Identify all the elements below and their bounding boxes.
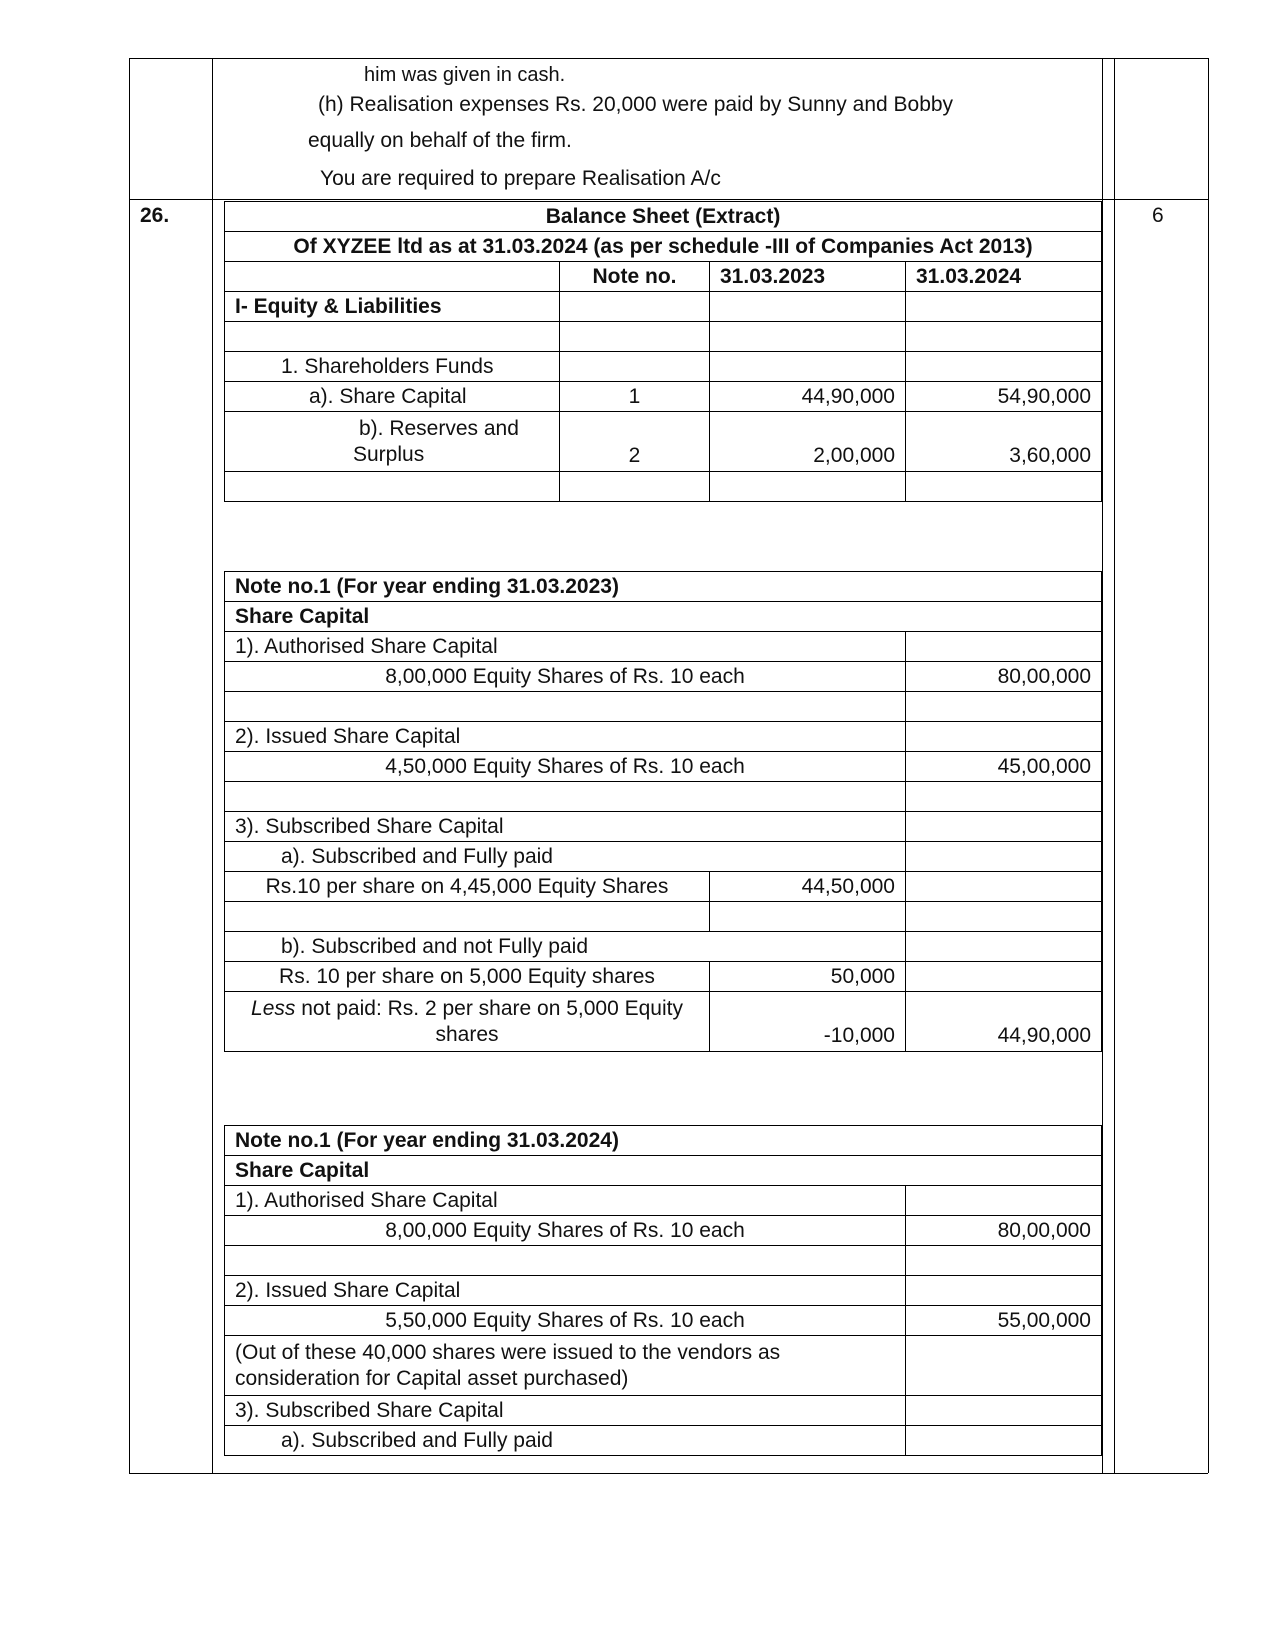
note-2024-title: Note no.1 (For year ending 31.03.2024) bbox=[225, 1126, 1102, 1156]
note-2023-less-desc bbox=[225, 992, 710, 1052]
note-2024-subscribed-label: 3). Subscribed Share Capital bbox=[225, 1396, 906, 1426]
note-2023-less-rest: not paid: Rs. 2 per share on 5,000 Equity bbox=[295, 996, 683, 1020]
row-reserves-label bbox=[225, 412, 560, 472]
balance-sheet-title: Balance Sheet (Extract) bbox=[225, 202, 1102, 232]
outer-bottom-border bbox=[129, 1473, 1208, 1474]
note-2023-less-amt: -10,000 bbox=[710, 992, 906, 1052]
row-share-capital-2024: 54,90,000 bbox=[906, 382, 1102, 412]
row-share-capital-note: 1 bbox=[560, 382, 710, 412]
note-2024-authorised-label: 1). Authorised Share Capital bbox=[225, 1186, 906, 1216]
intro-line-2: (h) Realisation expenses Rs. 20,000 were paid by Sunny and Bobby bbox=[318, 93, 954, 116]
note-2024-table bbox=[224, 1125, 1102, 1456]
row-reserves-2024: 3,60,000 bbox=[906, 412, 1102, 472]
balance-sheet-subtitle: Of XYZEE ltd as at 31.03.2024 (as per schedule -III of Companies Act 2013) bbox=[225, 232, 1102, 262]
note-2023-fully-paid-desc: Rs.10 per share on 4,45,000 Equity Shares bbox=[225, 872, 710, 902]
row-share-capital-2023: 44,90,000 bbox=[710, 382, 906, 412]
group-shareholders-funds: 1. Shareholders Funds bbox=[225, 352, 560, 382]
row-share-capital-label: a). Share Capital bbox=[225, 382, 560, 412]
intro-line-1: him was given in cash. bbox=[364, 64, 566, 86]
marks-column-divider-a bbox=[1114, 58, 1115, 1473]
note-2024-authorised-amt: 80,00,000 bbox=[906, 1216, 1102, 1246]
table-row bbox=[225, 382, 1102, 412]
note-2024-vendor-line2: consideration for Capital asset purchased) bbox=[235, 1366, 629, 1390]
note-2024-issued-desc: 5,50,000 Equity Shares of Rs. 10 each bbox=[225, 1306, 906, 1336]
section-equity-liabilities: I- Equity & Liabilities bbox=[225, 292, 560, 322]
note-2023-subscribed-label: 3). Subscribed Share Capital bbox=[225, 812, 906, 842]
intro-line-4: You are required to prepare Realisation A/c bbox=[320, 167, 721, 190]
note-2023-less-line1 bbox=[235, 996, 699, 1022]
note-2023-issued-amt: 45,00,000 bbox=[906, 752, 1102, 782]
note-2023-fully-paid-amt: 44,50,000 bbox=[710, 872, 906, 902]
note-2023-authorised-label: 1). Authorised Share Capital bbox=[225, 632, 906, 662]
note-2023-not-fully-desc: Rs. 10 per share on 5,000 Equity shares bbox=[225, 962, 710, 992]
note-2023-not-fully-amt: 50,000 bbox=[710, 962, 906, 992]
note-2023-less-line2: shares bbox=[435, 1022, 499, 1046]
note-2023-issued-label: 2). Issued Share Capital bbox=[225, 722, 906, 752]
row-reserves-label-line1: b). Reserves and bbox=[359, 416, 519, 440]
question-row-divider bbox=[129, 199, 1208, 200]
note-2023-fully-paid-label: a). Subscribed and Fully paid bbox=[225, 842, 906, 872]
note-2024-vendor-note bbox=[225, 1336, 906, 1396]
outer-top-border bbox=[129, 58, 1208, 59]
note-2024-fully-paid-label: a). Subscribed and Fully paid bbox=[225, 1426, 906, 1456]
note-2023-not-fully-label: b). Subscribed and not Fully paid bbox=[225, 932, 906, 962]
question-marks: 6 bbox=[1152, 204, 1164, 227]
note-2023-title: Note no.1 (For year ending 31.03.2023) bbox=[225, 572, 1102, 602]
row-reserves-label-line2: Surplus bbox=[353, 442, 425, 466]
note-2024-vendor-line1: (Out of these 40,000 shares were issued to the vendors as bbox=[235, 1340, 781, 1364]
note-2024-issued-label: 2). Issued Share Capital bbox=[225, 1276, 906, 1306]
table-row bbox=[225, 412, 1102, 472]
intro-line-3: equally on behalf of the firm. bbox=[308, 129, 572, 152]
note-2023-authorised-amt: 80,00,000 bbox=[906, 662, 1102, 692]
note-2023-issued-desc: 4,50,000 Equity Shares of Rs. 10 each bbox=[225, 752, 906, 782]
outer-left-border bbox=[129, 58, 130, 1473]
header-2024: 31.03.2024 bbox=[906, 262, 1102, 292]
header-note-no: Note no. bbox=[560, 262, 710, 292]
note-2024-authorised-desc: 8,00,000 Equity Shares of Rs. 10 each bbox=[225, 1216, 906, 1246]
note-2023-total: 44,90,000 bbox=[906, 992, 1102, 1052]
row-reserves-note: 2 bbox=[560, 412, 710, 472]
note-2023-subtitle: Share Capital bbox=[225, 602, 1102, 632]
note-2023-table bbox=[224, 571, 1102, 1052]
row-reserves-2023: 2,00,000 bbox=[710, 412, 906, 472]
note-2024-subtitle: Share Capital bbox=[225, 1156, 1102, 1186]
header-particulars bbox=[225, 262, 560, 292]
balance-sheet-table bbox=[224, 201, 1102, 502]
question-number: 26. bbox=[140, 204, 170, 227]
marks-column-divider-b bbox=[1102, 58, 1103, 1473]
outer-right-border bbox=[1208, 58, 1209, 1473]
note-2023-less-word: Less bbox=[251, 996, 296, 1020]
header-2023: 31.03.2023 bbox=[710, 262, 906, 292]
qno-column-divider bbox=[212, 58, 213, 1473]
note-2024-issued-amt: 55,00,000 bbox=[906, 1306, 1102, 1336]
note-2023-authorised-desc: 8,00,000 Equity Shares of Rs. 10 each bbox=[225, 662, 906, 692]
